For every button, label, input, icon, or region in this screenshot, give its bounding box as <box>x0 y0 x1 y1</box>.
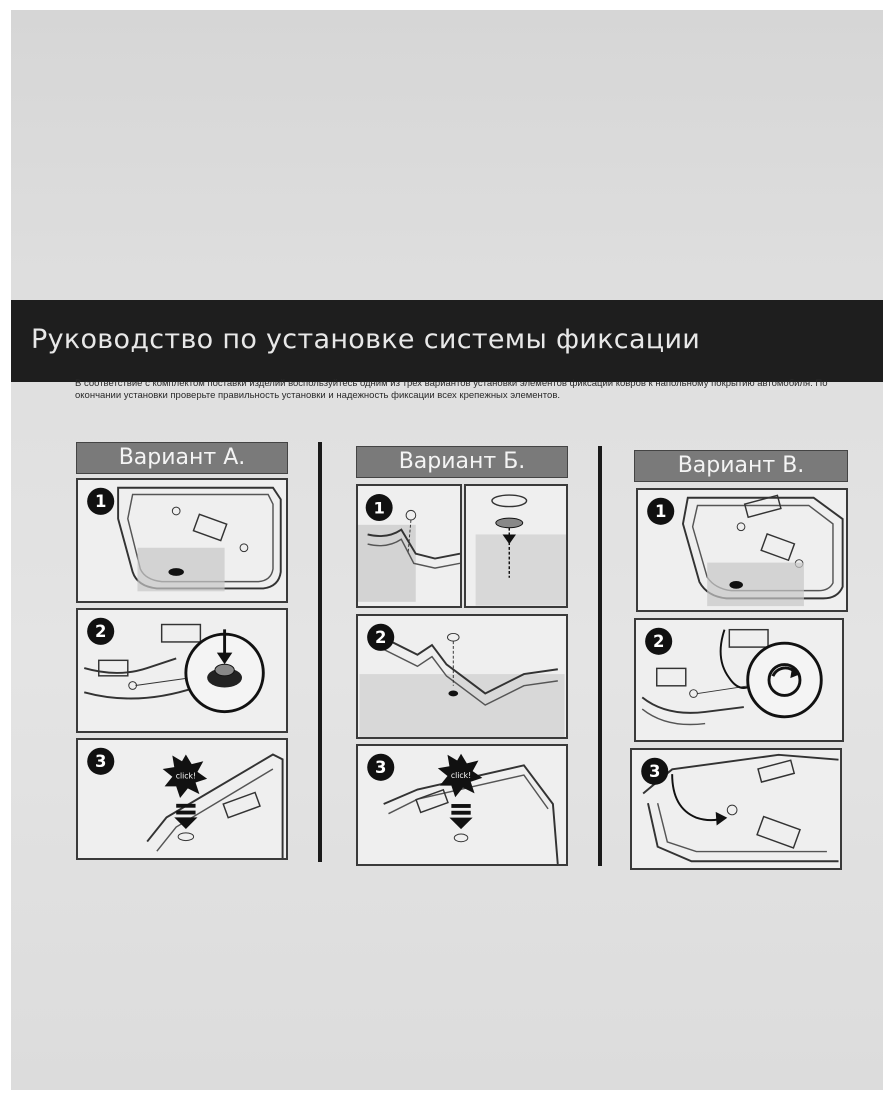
variant-a-step-2 <box>76 608 288 733</box>
variant-c-header <box>634 450 848 482</box>
variant-b-step-1b <box>464 484 568 608</box>
step-number: 3 <box>649 762 661 782</box>
variant-b-header <box>356 446 568 478</box>
variant-b-step-1a <box>356 484 462 608</box>
intro-text: В соответствие с комплектом поставки изделий воспользуйтесь одним из трех вариантов установки элементов фиксации ковров к напольному покрытию автомобиля. По окончании установки проверьте правильность установки и надежность фиксации всех крепежных элементов. <box>75 378 828 401</box>
column-divider <box>598 446 602 866</box>
step-number: 1 <box>373 498 385 518</box>
step-number: 2 <box>374 628 387 648</box>
variant-a-step-3 <box>76 738 288 860</box>
title-banner <box>11 300 883 382</box>
variant-c-step-1 <box>636 488 848 612</box>
variant-c-step-2 <box>634 618 844 742</box>
variant-a-title: Вариант А. <box>118 445 246 470</box>
variant-b-step-3 <box>356 744 568 866</box>
step-number: 2 <box>652 632 665 652</box>
step-number: 1 <box>94 492 107 512</box>
variant-a-header <box>76 442 288 474</box>
variant-c-step-3 <box>630 748 842 870</box>
step-number: 3 <box>95 752 107 772</box>
step-number: 1 <box>654 502 667 522</box>
variant-c-title: Вариант В. <box>677 453 805 478</box>
variant-b-title: Вариант Б. <box>398 449 526 474</box>
step-number: 3 <box>375 758 387 778</box>
click-label: click! <box>175 771 197 781</box>
column-divider <box>318 442 322 862</box>
page-title: Руководство по установке системы фиксации <box>31 324 701 355</box>
click-label: click! <box>450 770 472 780</box>
variant-a-step-1 <box>76 478 288 603</box>
step-number: 2 <box>94 622 107 642</box>
variant-b-step-2 <box>356 614 568 739</box>
